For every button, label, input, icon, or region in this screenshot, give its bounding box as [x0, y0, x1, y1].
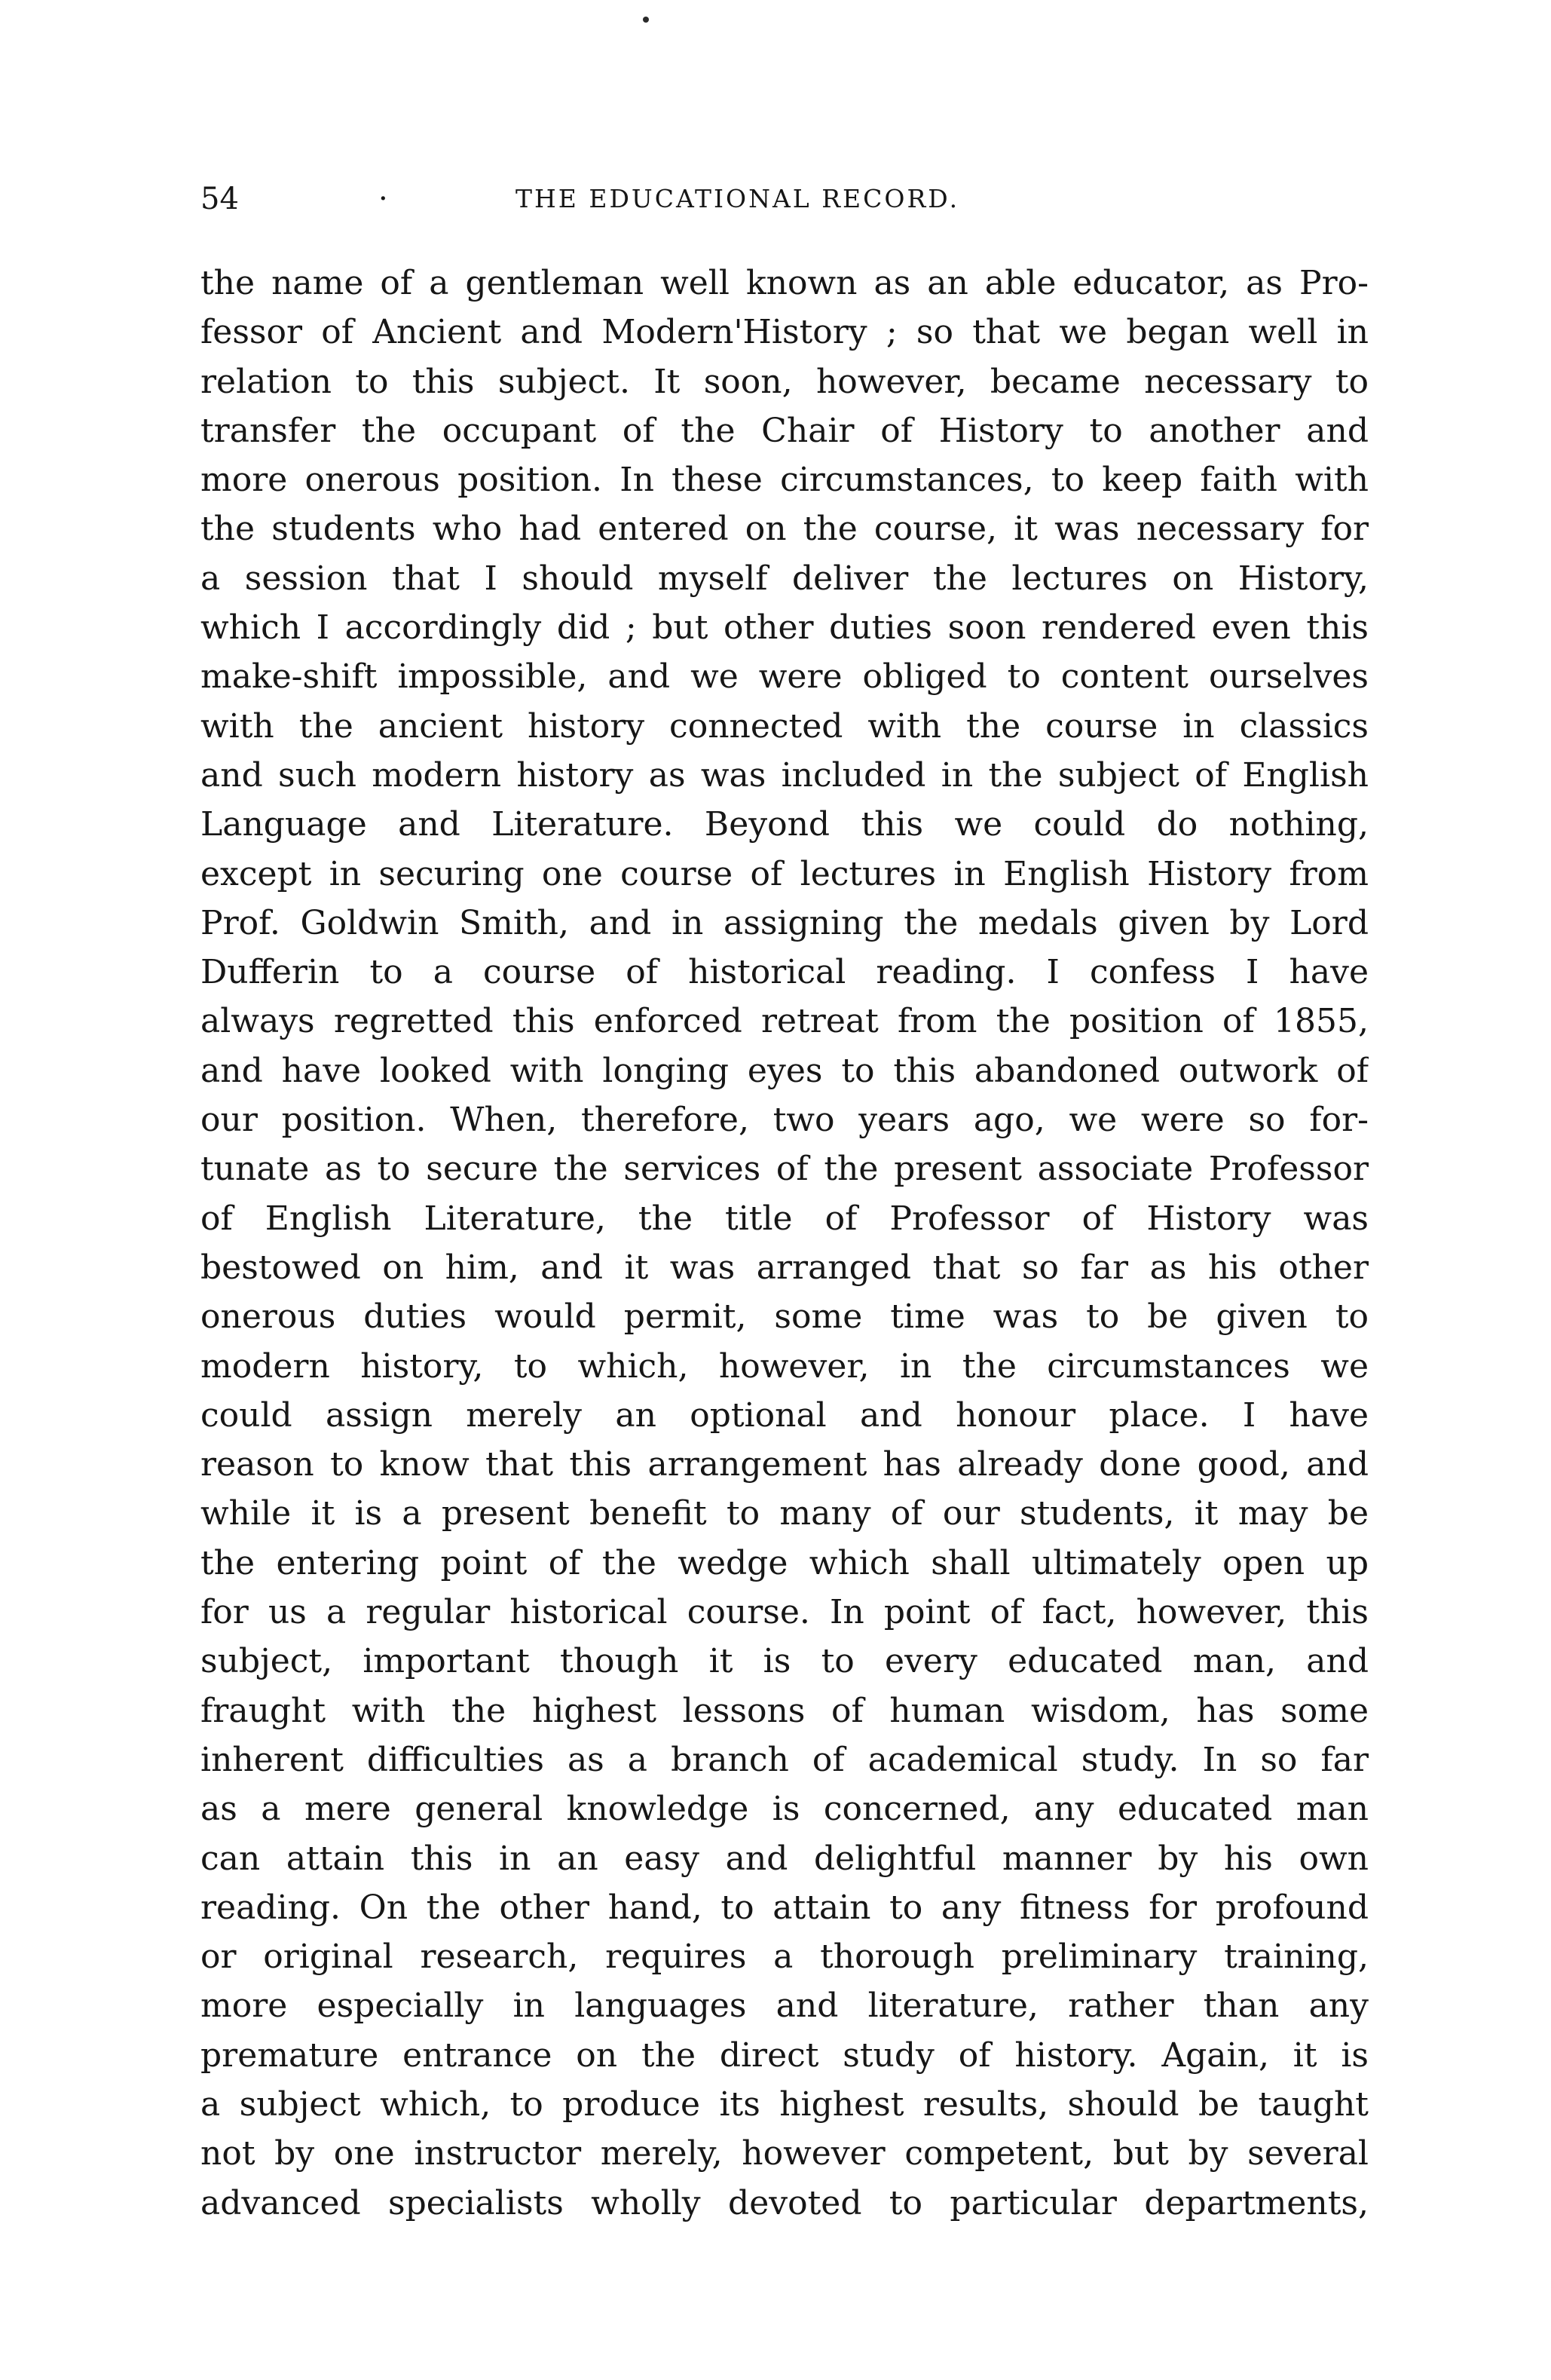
text-line: fessor of Ancient and Modern'History ; so that we began well in: [200, 313, 1369, 352]
text-line: the entering point of the wedge which shall ultimately open up: [200, 1543, 1369, 1582]
print-speck: [643, 17, 649, 23]
text-line: of English Literature, the title of Professor of History was: [200, 1199, 1369, 1238]
text-line: or original research, requires a thorough preliminary training,: [200, 1937, 1369, 1977]
text-line: the students who had entered on the course, it was necessary for: [200, 510, 1369, 549]
text-line: always regretted this enforced retreat from the position of 1855,: [200, 1002, 1369, 1041]
text-line: subject, important though it is to every educated man, and: [200, 1642, 1369, 1681]
text-line: a session that I should myself deliver the lectures on History,: [200, 559, 1369, 598]
body-paragraph: [200, 259, 1369, 2228]
text-line: our position. When, therefore, two years ago, we were so for-: [200, 1101, 1369, 1140]
text-line: relation to this subject. It soon, however, became necessary to: [200, 362, 1369, 401]
text-line: which I accordingly did ; but other duties soon rendered even this: [200, 608, 1369, 648]
running-title: THE EDUCATIONAL RECORD.: [515, 184, 960, 213]
text-line: the name of a gentleman well known as an able educator, as Pro-: [200, 264, 1369, 302]
text-line: inherent difficulties as a branch of academical study. In so far: [200, 1740, 1369, 1779]
text-line: transfer the occupant of the Chair of History to another and: [200, 411, 1369, 450]
text-line: not by one instructor merely, however competent, but by several: [200, 2134, 1369, 2173]
text-line: more onerous position. In these circumstances, to keep faith with: [200, 461, 1369, 500]
text-line: except in securing one course of lectures in English History from: [200, 854, 1369, 893]
text-line: reading. On the other hand, to attain to any fitness for profound: [200, 1888, 1369, 1927]
text-line: more especially in languages and literature, rather than any: [200, 1986, 1369, 2026]
page-number: 54: [200, 182, 239, 216]
text-line: while it is a present benefit to many of our students, it may be: [200, 1494, 1369, 1533]
text-line: with the ancient history connected with the course in classics: [200, 706, 1369, 746]
text-line: for us a regular historical course. In point of fact, however, this: [200, 1593, 1369, 1632]
running-header: [200, 179, 1369, 219]
text-line: fraught with the highest lessons of human wisdom, has some: [200, 1691, 1369, 1730]
text-line: premature entrance on the direct study of history. Again, it is: [200, 2035, 1369, 2075]
text-line: could assign merely an optional and honour place. I have: [200, 1395, 1369, 1435]
text-line: advanced specialists wholly devoted to particular departments,: [200, 2183, 1369, 2222]
text-line: Dufferin to a course of historical reading. I confess I have: [200, 953, 1369, 992]
text-line: tunate as to secure the services of the present associate Professor: [200, 1150, 1369, 1189]
text-line: onerous duties would permit, some time was to be given to: [200, 1297, 1369, 1337]
text-line: make-shift impossible, and we were obliged to content ourselves: [200, 657, 1369, 697]
text-line: as a mere general knowledge is concerned, any educated man: [200, 1790, 1369, 1829]
text-line: reason to know that this arrangement has already done good, and: [200, 1445, 1369, 1484]
text-line: a subject which, to produce its highest results, should be taught: [200, 2084, 1369, 2124]
text-line: and have looked with longing eyes to this abandoned outwork of: [200, 1051, 1369, 1090]
text-line: modern history, to which, however, in the circumstances we: [200, 1346, 1369, 1386]
text-line: Prof. Goldwin Smith, and in assigning the medals given by Lord: [200, 903, 1369, 942]
text-line: and such modern history as was included in the subject of English: [200, 755, 1369, 795]
header-separator: ·: [378, 182, 388, 216]
text-line: can attain this in an easy and delightful manner by his own: [200, 1839, 1369, 1878]
text-line: bestowed on him, and it was arranged that so far as his other: [200, 1248, 1369, 1287]
text-line: Language and Literature. Beyond this we could do nothing,: [200, 805, 1369, 844]
